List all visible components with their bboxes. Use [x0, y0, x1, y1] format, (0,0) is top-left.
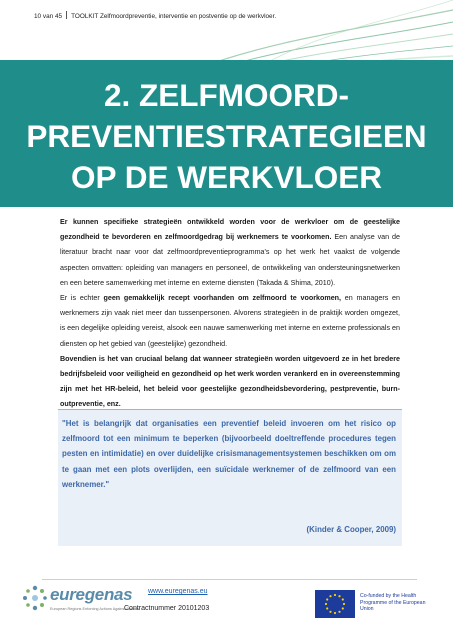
paragraph-1	[60, 215, 400, 291]
body-text	[60, 215, 400, 413]
paragraph-2-rest: en managers en werknemers zijn vaak niet meer dan tussenpersonen. Alvorens strategieën in de praktijk worden omgezet, is een degelijke opleiding vereist, alsook een nauwe samenwerking met interne en externe professionals en diensten op het gebied van (geestelijke) gezondheid.	[60, 294, 400, 348]
paragraph-3	[60, 352, 400, 413]
quote-box	[58, 409, 402, 546]
footer-divider	[42, 579, 417, 580]
eu-flag-icon	[315, 590, 355, 618]
title-line-3: OP DE WERKVLOER	[71, 159, 382, 195]
logo-wordmark: euregenas	[50, 585, 133, 604]
eu-funding-text: Co-funded by the Health Programme of the European Union	[360, 593, 426, 613]
section-title	[0, 60, 453, 198]
logo-mark-icon	[20, 583, 50, 613]
quote-text: "Het is belangrijk dat organisaties een preventief beleid invoeren om het risico op zelfmoord tot een minimum te beperken (bijvoorbeeld doeltreffende procedures tegen pesten en intimidatie) en over duidelijke crisismanagementsystemen beschikken om om te gaan met een plots overlijden, een suïcidale werknemer of de zelfmoord van een werknemer."	[62, 419, 396, 489]
paragraph-3-bold: Bovendien is het van cruciaal belang dat wanneer strategieën worden uitgevoerd ze in het bredere bedrijfsbeleid voor veiligheid en gezondheid op het werk worden verankerd en in overeenstemming zijn met het HR-beleid, het beleid voor geestelijke gezondheidsbevordering, pestpreventie, burn-outpreventie, enz.	[60, 354, 400, 409]
quote-source: (Kinder & Cooper, 2009)	[306, 525, 396, 534]
paragraph-1-rest: Een analyse van de literatuur bracht naar voor dat zelfmoordpreventieprogramma's op het werk het vaakst de volgende aspecten omvatten: opleiding van managers en personeel, de ontwikkeling van ondersteuningsnetwerken en een betere samenwerking met interne en externe diensten (Takada & Shima, 2010).	[60, 233, 400, 287]
paragraph-2-start: Er is echter	[60, 294, 104, 303]
paragraph-2	[60, 291, 400, 352]
website-link[interactable]: www.euregenas.eu	[148, 588, 208, 595]
paragraph-2-bold: geen gemakkelijk recept voorhanden om zelfmoord te voorkomen,	[103, 294, 342, 303]
page-number: 10 van 45	[34, 13, 63, 20]
logo-tagline: European Regions Enforcing Actions Against Suicide	[50, 607, 139, 611]
header-divider	[66, 11, 67, 19]
section-banner	[0, 60, 453, 207]
euregenas-logo	[20, 581, 139, 623]
paragraph-1-bold: Er kunnen specifieke strategieën ontwikkeld worden voor de werkvloer om de geestelijke gezondheid te bevorderen en zelfmoordgedrag bij werknemers te voorkomen.	[60, 218, 400, 242]
document-title: TOOLKIT Zelfmoordpreventie, interventie en postventie op de werkvloer.	[71, 13, 277, 20]
title-line-2: PREVENTIESTRATEGIEEN	[26, 118, 427, 154]
contract-number: Contractnummer 20101203	[124, 605, 210, 612]
title-line-1: 2. ZELFMOORD-	[104, 77, 349, 113]
